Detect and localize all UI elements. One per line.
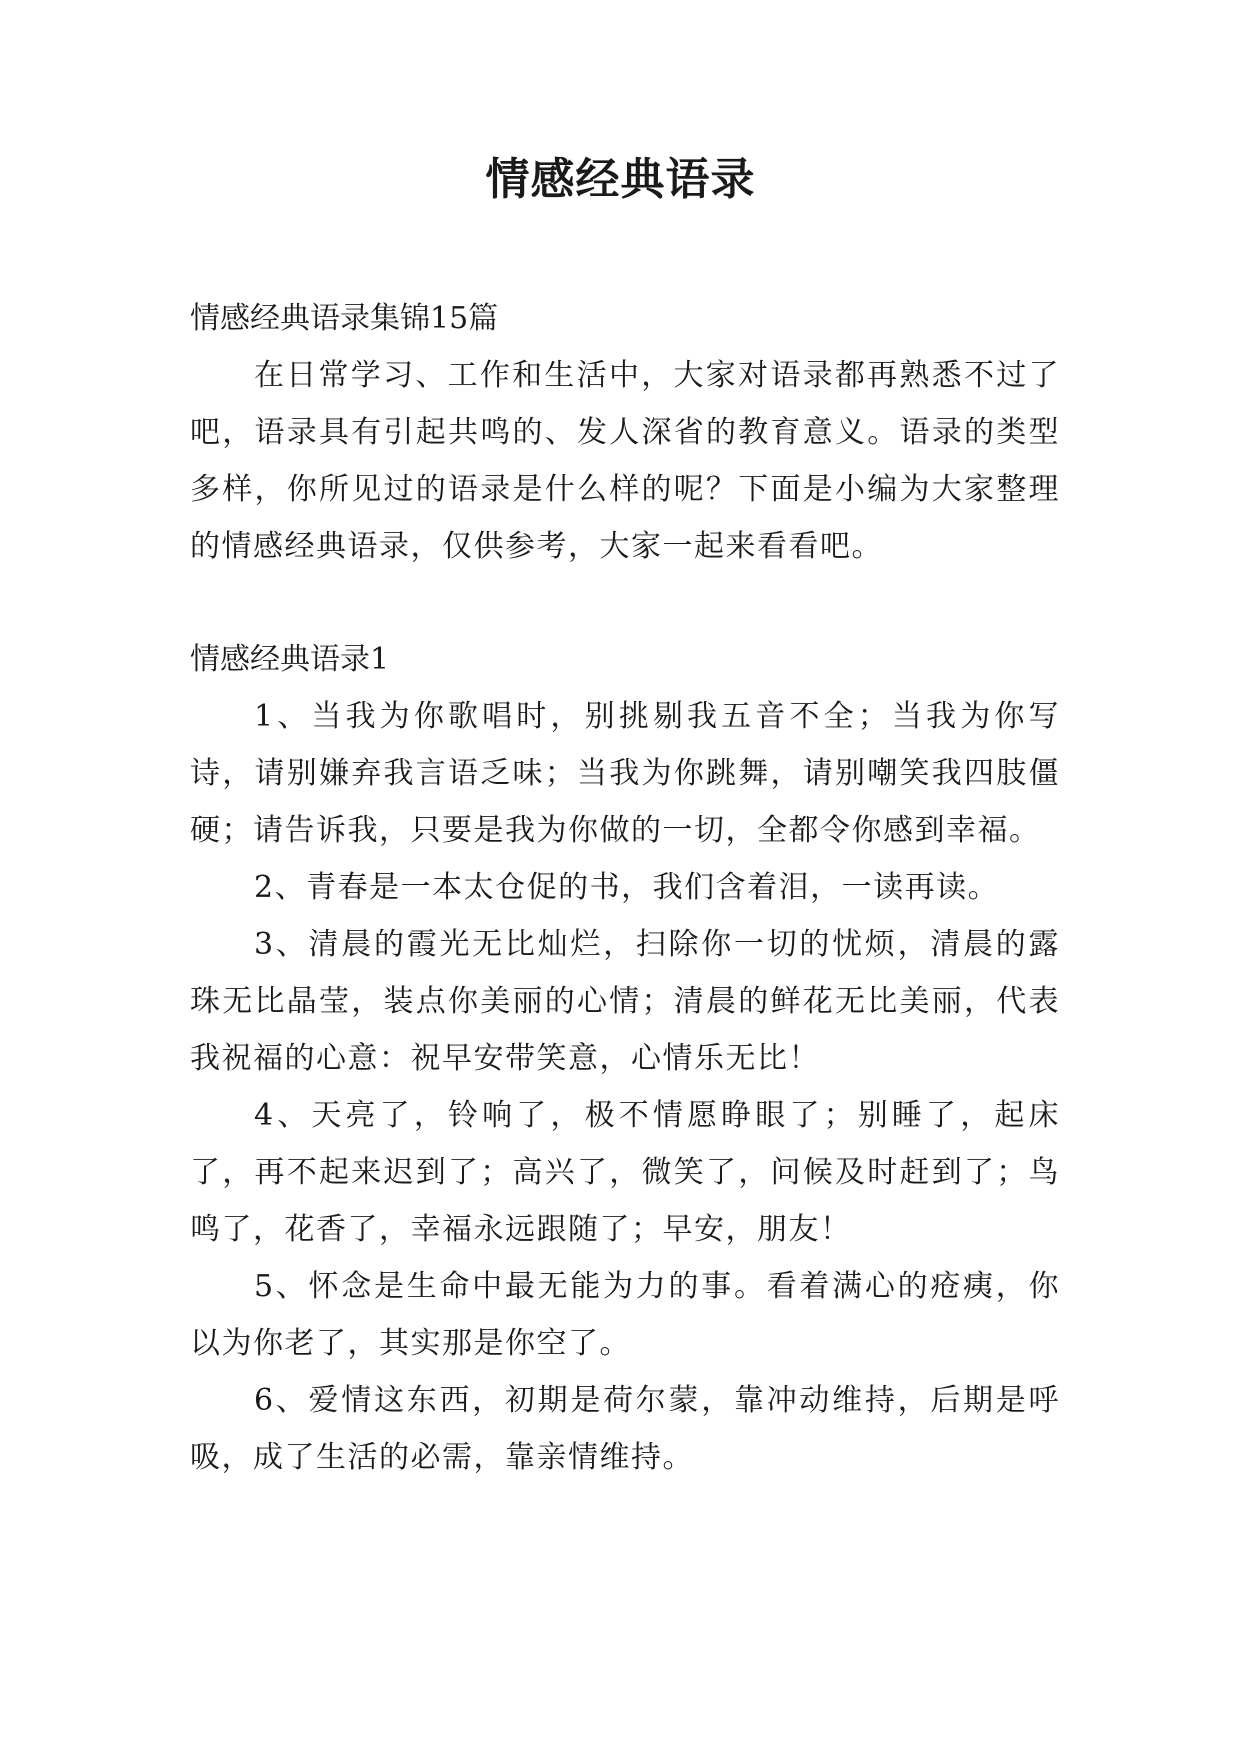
quote-paragraph: 1、当我为你歌唱时，别挑剔我五音不全；当我为你写诗，请别嫌弃我言语乏味；当我为你跳舞，请别嘲笑我四肢僵硬；请告诉我，只要是我为你做的一切，全都令你感到幸福。: [190, 699, 1060, 848]
document-subtitle: 情感经典语录集锦15篇: [190, 301, 499, 336]
intro-paragraph: 在日常学习、工作和生活中，大家对语录都再熟悉不过了吧，语录具有引起共鸣的、发人深省的教育意义。语录的类型多样，你所见过的语录是什么样的呢？下面是小编为大家整理的情感经典语录，仅供参考，大家一起来看看吧。: [190, 358, 1060, 564]
quote-paragraph: 2、青春是一本太仓促的书，我们含着泪，一读再读。: [254, 870, 1000, 905]
quote-paragraph: 5、怀念是生命中最无能为力的事。看着满心的疮痍，你以为你老了，其实那是你空了。: [190, 1269, 1060, 1361]
quote-paragraph: 6、爱情这东西，初期是荷尔蒙，靠冲动维持，后期是呼吸，成了生活的必需，靠亲情维持。: [190, 1383, 1060, 1475]
document-body: [190, 290, 1060, 1486]
quote-paragraph: 4、天亮了，铃响了，极不情愿睁眼了；别睡了，起床了，再不起来迟到了；高兴了，微笑了，问候及时赶到了；鸟鸣了，花香了，幸福永远跟随了；早安，朋友！: [190, 1098, 1060, 1247]
section-heading: 情感经典语录1: [190, 642, 390, 677]
section-spacer: [190, 575, 1060, 631]
document-title: 情感经典语录: [485, 154, 756, 205]
quote-paragraph: 3、清晨的霞光无比灿烂，扫除你一切的忧烦，清晨的露珠无比晶莹，装点你美丽的心情；清晨的鲜花无比美丽，代表我祝福的心意：祝早安带笑意，心情乐无比！: [190, 927, 1060, 1076]
